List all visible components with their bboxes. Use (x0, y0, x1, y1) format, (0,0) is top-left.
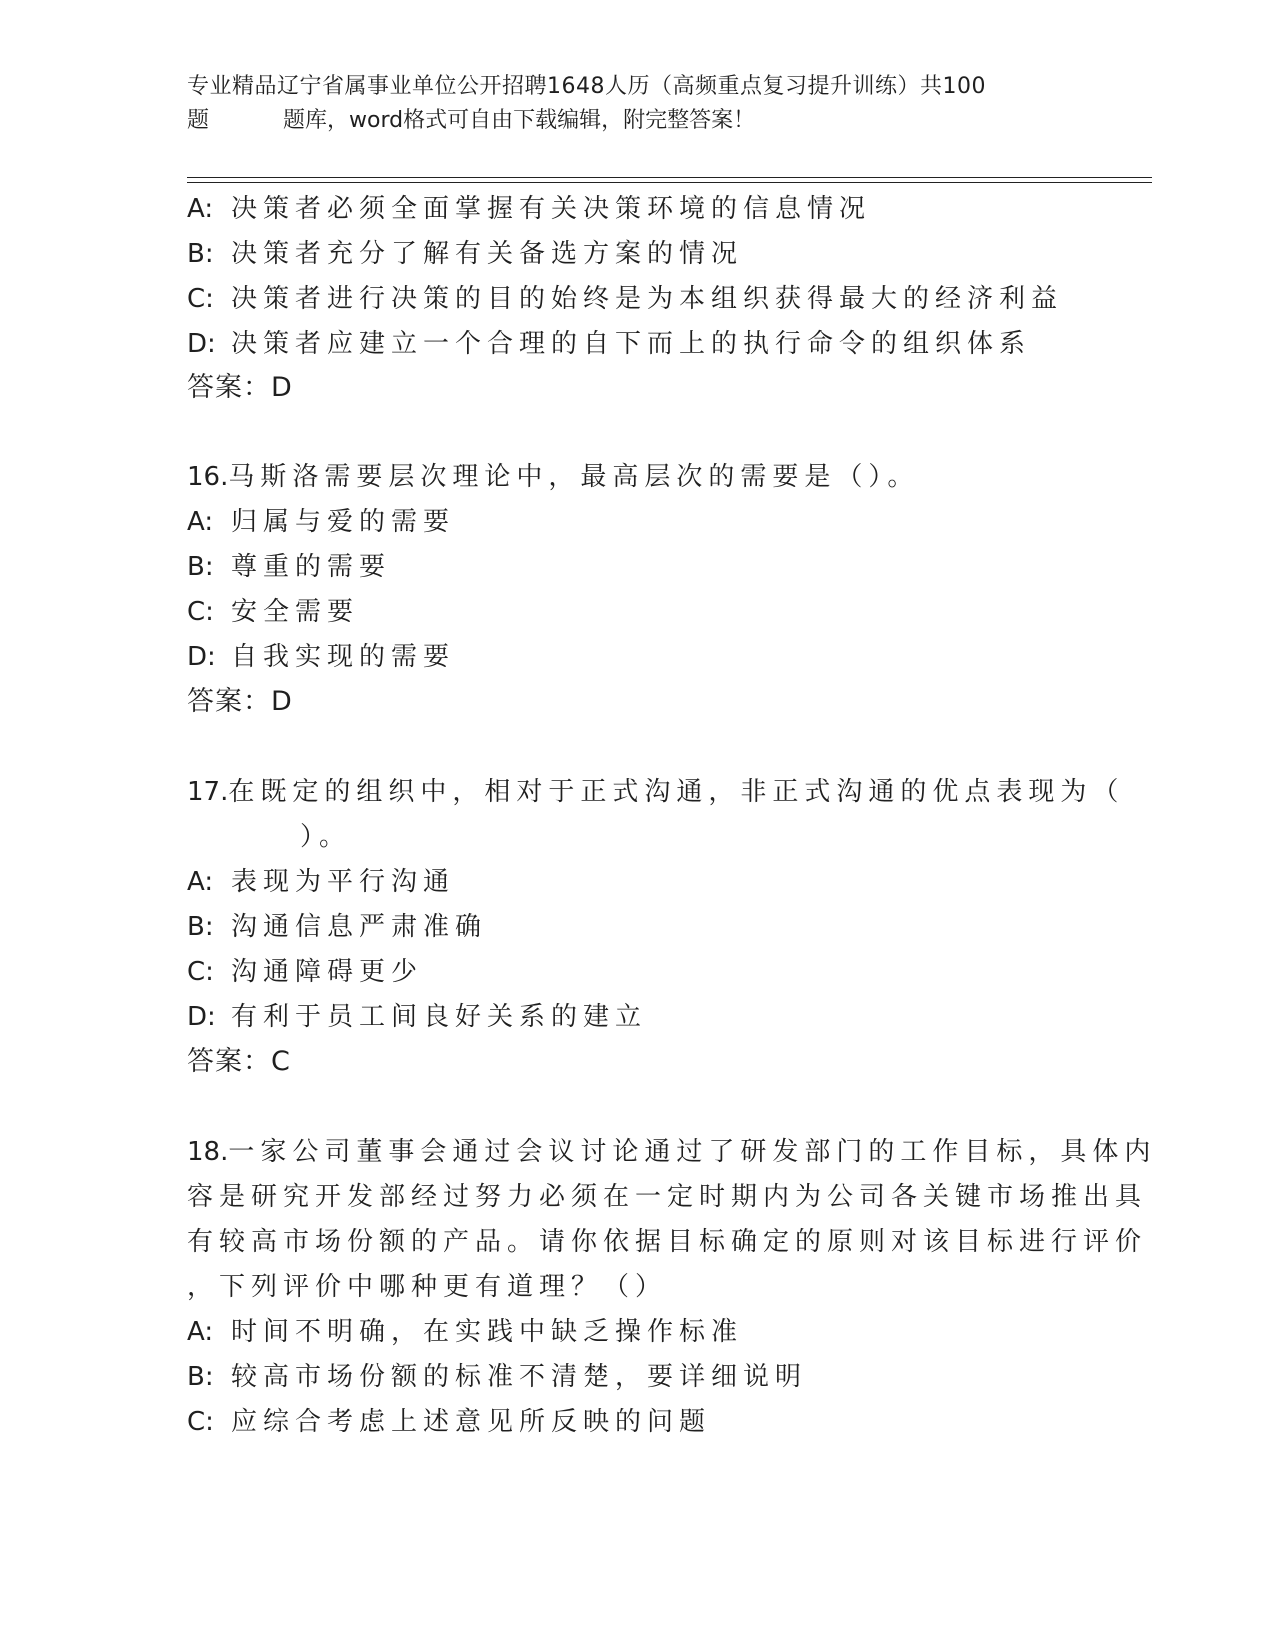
option-key: C: (187, 1407, 214, 1437)
option-text: 决策者进行决策的目的始终是为本组织获得最大的经济利益 (231, 284, 1064, 314)
q18-option-a (187, 1315, 743, 1349)
option-key: D: (187, 1002, 216, 1032)
header-rule-bottom (187, 182, 1152, 183)
header-title-line1: 专业精品辽宁省属事业单位公开招聘1648人历（高频重点复习提升训练）共100 (187, 74, 986, 99)
question-text: 在既定的组织中，相对于正式沟通，非正式沟通的优点表现为（ (228, 777, 1125, 807)
option-key: C: (187, 597, 214, 627)
q17-option-b (187, 910, 487, 944)
document-header (187, 70, 1087, 138)
header-title-line2 (187, 104, 1087, 138)
q17-answer: 答案：C (187, 1046, 291, 1077)
q16-option-d (187, 640, 455, 674)
question-number: 18. (187, 1137, 229, 1167)
option-key: B: (187, 912, 214, 942)
q17-stem-line1 (187, 775, 1124, 809)
q16-stem (187, 460, 919, 494)
option-key: D: (187, 642, 216, 672)
q17-stem-line2: ）。 (300, 822, 352, 852)
q18-stem-line1 (187, 1135, 1156, 1169)
option-key: B: (187, 1362, 214, 1392)
option-text: 沟通障碍更少 (231, 957, 424, 987)
question-number: 17. (187, 777, 229, 807)
option-key: A: (187, 1317, 214, 1347)
question-text: 一家公司董事会通过会议讨论通过了研发部门的工作目标，具体内 (228, 1137, 1157, 1167)
q16-option-a (187, 505, 455, 539)
option-text: 较高市场份额的标准不清楚，要详细说明 (231, 1362, 808, 1392)
option-key: C: (187, 284, 214, 314)
option-text: 归属与爱的需要 (231, 507, 456, 537)
header-title-line2-b: 题库，word格式可自由下载编辑，附完整答案！ (283, 108, 756, 133)
option-text: 应综合考虑上述意见所反映的问题 (231, 1407, 712, 1437)
q17-option-d (187, 1000, 647, 1034)
q18-stem-line4: ，下列评价中哪种更有道理？（） (187, 1272, 668, 1302)
option-text: 有利于员工间良好关系的建立 (231, 1002, 648, 1032)
q16-option-b (187, 550, 391, 584)
question-number: 16. (187, 462, 229, 492)
option-key: D: (187, 329, 216, 359)
q15-option-a (187, 192, 871, 226)
option-text: 决策者应建立一个合理的自下而上的执行命令的组织体系 (231, 329, 1032, 359)
option-text: 表现为平行沟通 (231, 867, 456, 897)
header-title-line2-a: 题 (187, 108, 210, 133)
option-key: B: (187, 239, 214, 269)
option-key: A: (187, 507, 214, 537)
q15-option-b (187, 237, 743, 271)
option-key: A: (187, 867, 214, 897)
q16-option-c (187, 595, 359, 629)
q17-option-a (187, 865, 455, 899)
option-key: A: (187, 194, 214, 224)
q15-answer: 答案：D (187, 372, 293, 403)
header-rule-top (187, 177, 1152, 178)
option-key: C: (187, 957, 214, 987)
option-text: 自我实现的需要 (231, 642, 456, 672)
option-text: 安全需要 (231, 597, 360, 627)
option-key: B: (187, 552, 214, 582)
option-text: 时间不明确，在实践中缺乏操作标准 (231, 1317, 744, 1347)
q18-option-b (187, 1360, 807, 1394)
q16-answer: 答案：D (187, 686, 293, 717)
option-text: 决策者充分了解有关备选方案的情况 (231, 239, 744, 269)
q18-stem-line3: 有较高市场份额的产品。请你依据目标确定的原则对该目标进行评价 (187, 1227, 1148, 1257)
q18-stem-line2: 容是研究开发部经过努力必须在一定时期内为公司各关键市场推出具 (187, 1182, 1148, 1212)
option-text: 尊重的需要 (231, 552, 392, 582)
q15-option-d (187, 327, 1031, 361)
question-text: 马斯洛需要层次理论中，最高层次的需要是（）。 (228, 462, 920, 492)
q15-option-c (187, 282, 1063, 316)
option-text: 沟通信息严肃准确 (231, 912, 488, 942)
q17-option-c (187, 955, 423, 989)
option-text: 决策者必须全面掌握有关决策环境的信息情况 (231, 194, 872, 224)
q18-option-c (187, 1405, 711, 1439)
